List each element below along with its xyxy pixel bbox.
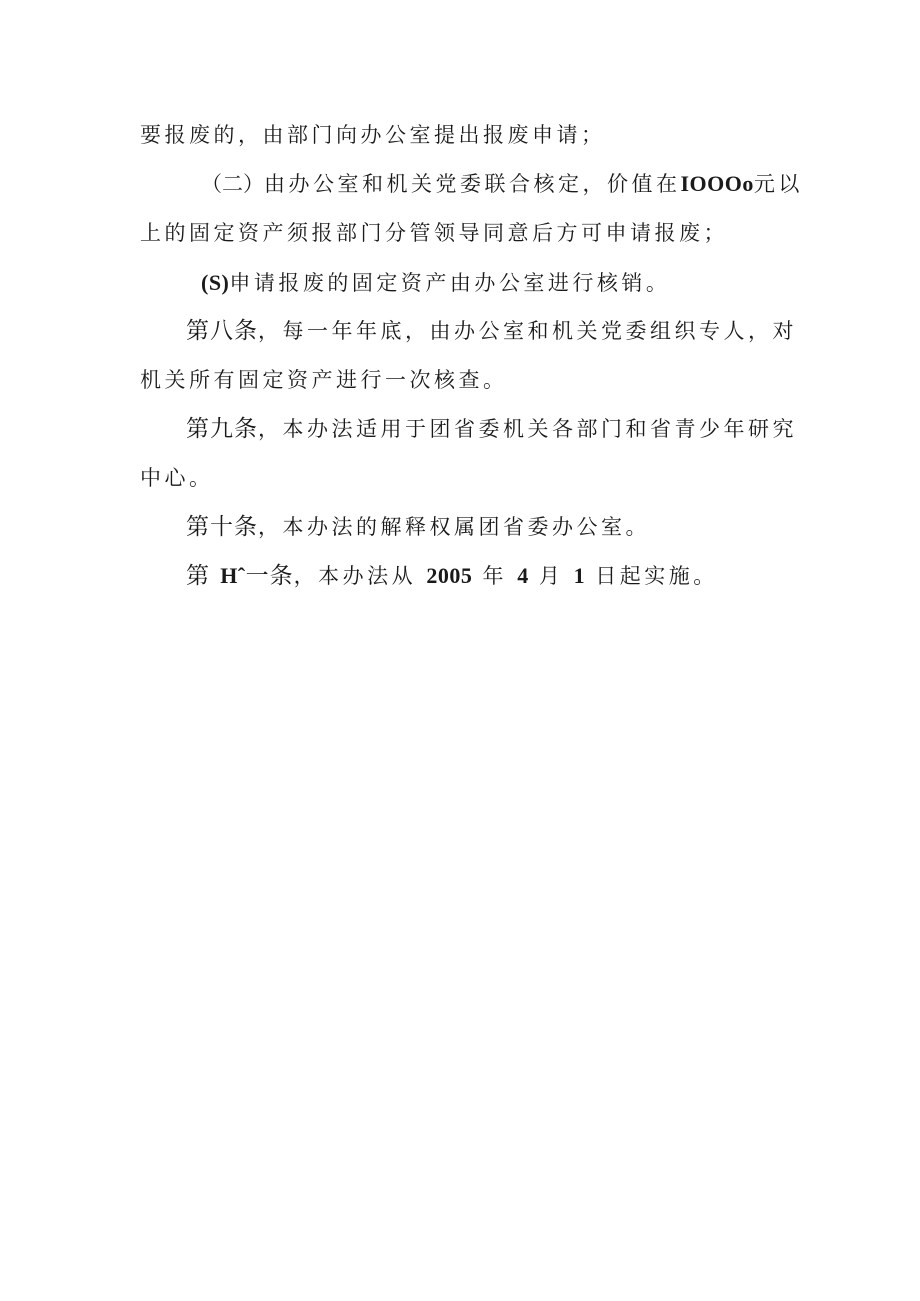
paragraph-text: 月 <box>538 564 564 588</box>
article-8-line <box>186 316 797 346</box>
day-value: 1 <box>573 563 586 588</box>
article-heading-part: 一条 <box>245 563 294 589</box>
paragraph-line-2 <box>201 169 803 199</box>
article-heading-part: 第 <box>186 563 210 589</box>
article-heading: 第八条 <box>186 318 258 344</box>
article-9-continuation <box>140 463 214 493</box>
year-value: 2005 <box>426 563 473 588</box>
paragraph-text: ，本办法从 <box>293 564 417 588</box>
article-heading: 第九条 <box>186 416 258 442</box>
paragraph-text: 由办公室和机关党委联合核定，价值在 <box>264 172 681 196</box>
amount-value: IOOOo <box>680 171 754 196</box>
paragraph-text: 日起实施。 <box>595 564 718 588</box>
article-heading: 第十条 <box>186 514 258 540</box>
article-11-line <box>186 561 718 591</box>
paragraph-text: ，本办法适用于团省委机关各部门和省青少年研究 <box>258 417 797 441</box>
paragraph-text: ，本办法的解释权属团省委办公室。 <box>258 515 650 539</box>
paragraph-text: 机关所有固定资产进行一次核查。 <box>140 368 508 392</box>
article-8-continuation <box>140 365 508 395</box>
article-9-line <box>186 414 797 444</box>
paragraph-line-3 <box>140 218 728 248</box>
article-heading-part: Hˆ <box>220 563 246 588</box>
item-number: (S) <box>201 270 230 295</box>
item-number: （二） <box>201 172 264 196</box>
paragraph-text: 上的固定资产须报部门分管领导同意后方可申请报废； <box>140 221 728 245</box>
paragraph-text: 要报废的，由部门向办公室提出报废申请； <box>140 123 606 147</box>
paragraph-text: 申请报废的固定资产由办公室进行核销。 <box>229 271 671 295</box>
paragraph-text: ，每一年年底，由办公室和机关党委组织专人，对 <box>258 319 797 343</box>
paragraph-text: 年 <box>482 564 508 588</box>
paragraph-line-4 <box>201 268 670 298</box>
paragraph-text: 元以 <box>753 172 803 196</box>
month-value: 4 <box>517 563 529 588</box>
article-10-line <box>186 512 650 542</box>
paragraph-line-1 <box>140 120 606 150</box>
paragraph-text: 中心。 <box>140 466 214 490</box>
